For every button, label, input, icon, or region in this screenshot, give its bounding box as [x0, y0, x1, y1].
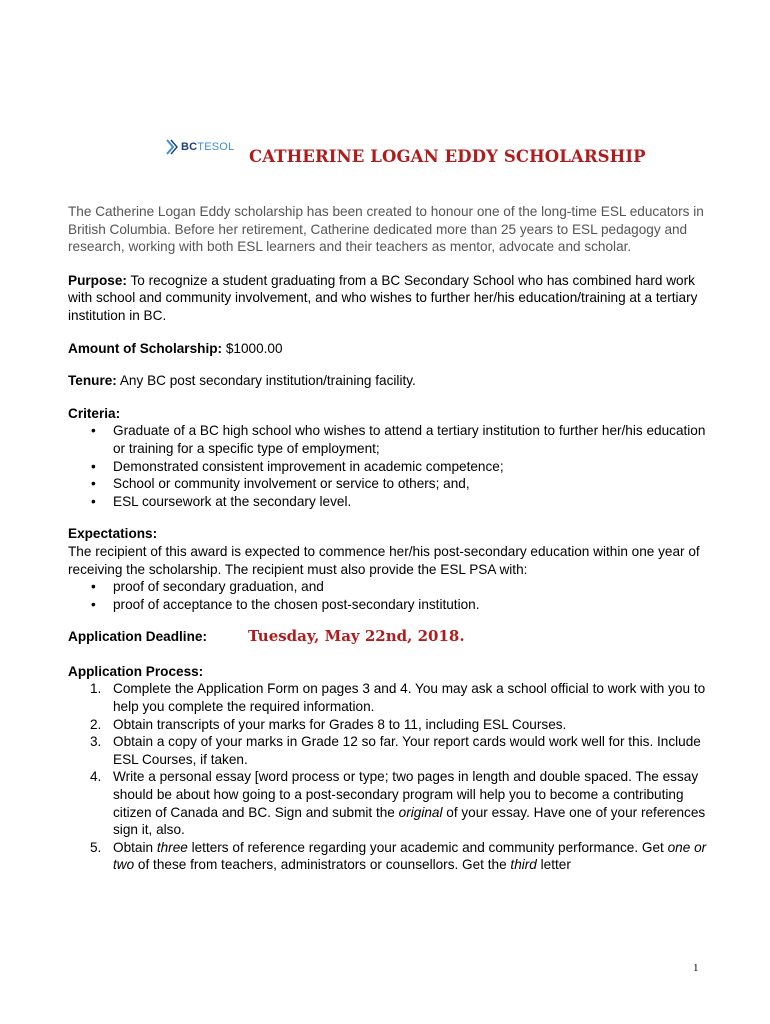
criteria-section [68, 405, 713, 511]
amount-value: $1000.00 [222, 340, 283, 356]
list-item: • Graduate of a BC high school who wishes to attend a tertiary institution to further her/his education or training for a specific type of employment; [113, 422, 713, 457]
criteria-list [68, 422, 713, 510]
bctesol-logo [165, 137, 234, 157]
tenure-paragraph [68, 372, 713, 390]
document-body [68, 203, 713, 874]
list-item: • School or community involvement or service to others; and, [113, 475, 713, 493]
purpose-label: Purpose: [68, 272, 127, 288]
page-number: 1 [693, 962, 699, 974]
intro-paragraph: The Catherine Logan Eddy scholarship has been created to honour one of the long-time ESL educators in British Columbia. Before her retirement, Catherine dedicated more than 25 years to ESL pedagogy and research, working with both ESL learners and their teachers as mentor, advocate and scholar. [68, 204, 704, 255]
expectations-text: The recipient of this award is expected to commence her/his post-secondary education within one year of receiving the scholarship. The recipient must also provide the ESL PSA with: [68, 543, 700, 577]
purpose-paragraph [68, 272, 713, 325]
tenure-text: Any BC post secondary institution/training facility. [116, 373, 416, 389]
expectations-list [68, 578, 713, 613]
list-item: • Demonstrated consistent improvement in academic competence; [113, 458, 713, 476]
purpose-text: To recognize a student graduating from a BC Secondary School who has combined hard work with school and community involvement, and who wishes to further her/his education/training at a tertiary institution in BC. [68, 272, 698, 323]
list-item: • ESL coursework at the secondary level. [113, 493, 713, 511]
deadline-value: Tuesday, May 22nd, 2018. [248, 627, 465, 646]
expectations-section [68, 525, 713, 613]
list-item: 3. Obtain a copy of your marks in Grade 12 so far. Your report cards would work well for this. Include ESL Courses, if taken. [90, 734, 701, 767]
tenure-label: Tenure: [68, 373, 117, 389]
list-item: 1. Complete the Application Form on pages 3 and 4. You may ask a school official to work with you to help you complete the required information. [90, 681, 706, 715]
criteria-label: Criteria: [68, 405, 121, 421]
amount-paragraph [68, 340, 713, 358]
page-title: CATHERINE LOGAN EDDY SCHOLARSHIP [249, 147, 646, 166]
list-item: • proof of acceptance to the chosen post-secondary institution. [113, 596, 713, 614]
amount-label: Amount of Scholarship: [68, 340, 223, 356]
process-list [68, 680, 713, 874]
expectations-label: Expectations: [68, 526, 158, 542]
list-item: 5. Obtain three letters of reference regarding your academic and community performance. Get one or two of these from teachers, administrators or counsellors. Get the third letter [90, 839, 707, 873]
process-section [68, 663, 713, 874]
list-item: 2. Obtain transcripts of your marks for Grades 8 to 11, including ESL Courses. [90, 716, 567, 732]
process-label: Application Process: [68, 663, 204, 679]
list-item: • proof of secondary graduation, and [113, 578, 713, 596]
deadline-label: Application Deadline: [68, 629, 207, 645]
list-item: 4. Write a personal essay [word process or type; two pages in length and double spaced. The essay should be about how going to a post-secondary program will help you to become a contributing citizen of Canada and BC. Sign and submit the original of your essay. Have one of your references sign it, also. [90, 769, 706, 838]
logo-text: BCTESOL [181, 141, 235, 153]
bctesol-logo-icon [165, 138, 179, 156]
deadline-row [68, 628, 713, 646]
